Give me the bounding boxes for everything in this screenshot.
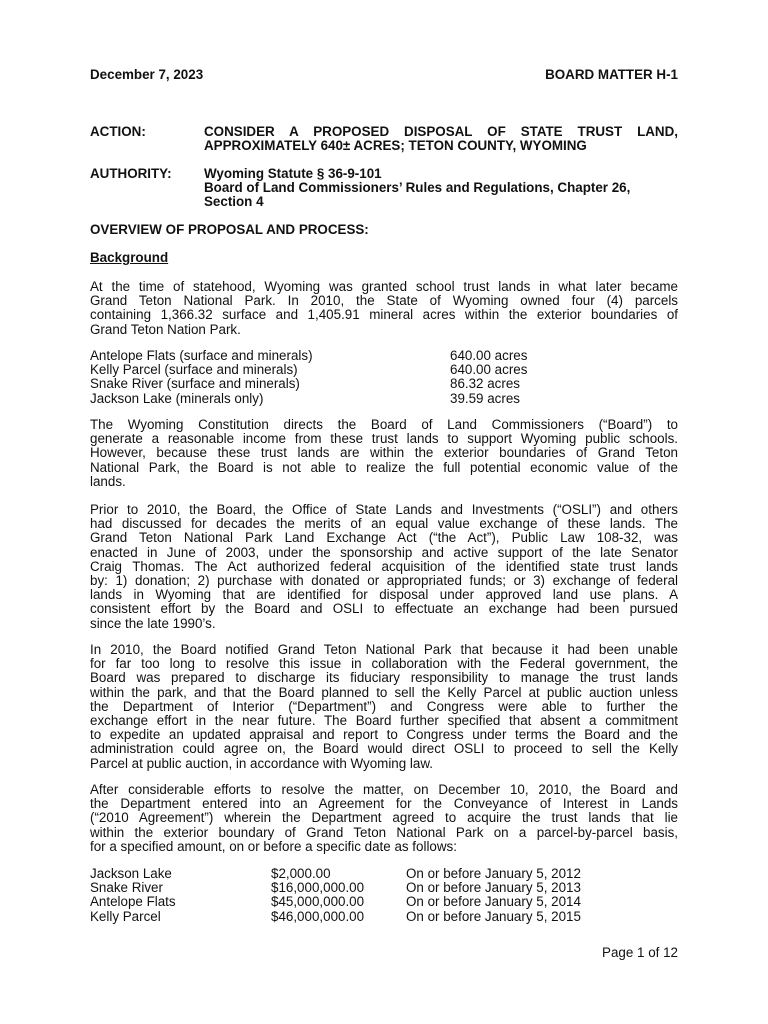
text-line: the Department entered into an Agreement for the Conveyance of Interest in Lands	[90, 796, 678, 812]
list-item	[90, 363, 678, 377]
schedule-table	[90, 867, 678, 924]
parcel-acres: 86.32 acres	[450, 376, 520, 392]
text-line: lands in Wyoming that are identified for disposal under approved land use plans. A	[90, 587, 678, 603]
authority-line-1: Wyoming Statute § 36-9-101	[204, 166, 382, 181]
parcel-acres: 39.59 acres	[450, 390, 520, 406]
schedule-parcel: Jackson Lake	[90, 866, 172, 881]
page-number: Page 1 of 12	[602, 945, 678, 960]
schedule-date: On or before January 5, 2014	[406, 894, 581, 910]
paragraph-agreement	[90, 783, 678, 854]
text-line: However, because these trust lands are within the exterior boundaries of Grand Teton	[90, 445, 678, 461]
schedule-date: On or before January 5, 2012	[406, 866, 581, 881]
parcel-name: Antelope Flats (surface and minerals)	[90, 348, 313, 363]
table-row	[90, 881, 678, 895]
text-line: exchange effort in the near future. The Board further specified that absent a commitment	[90, 713, 678, 729]
schedule-parcel: Snake River	[90, 880, 163, 896]
paragraph-constitution	[90, 418, 678, 489]
list-item	[90, 392, 678, 406]
text-line: Parcel at public auction, in accordance with Wyoming law.	[90, 755, 433, 771]
schedule-amount: $2,000.00	[271, 866, 331, 881]
overview-heading: OVERVIEW OF PROPOSAL AND PROCESS:	[90, 222, 369, 237]
parcel-name: Kelly Parcel (surface and minerals)	[90, 362, 298, 378]
text-line: Craig Thomas. The Act authorized federal acquisition of the identified state trust lands	[90, 558, 678, 574]
authority-line-2: Board of Land Commissioners’ Rules and Regulations, Chapter 26,	[204, 180, 631, 196]
text-line: enacted in June of 2003, under the sponsorship and active support of the late Senator	[90, 544, 678, 560]
paragraph-prior-2010	[90, 503, 678, 631]
text-line: since the late 1990’s.	[90, 615, 216, 631]
text-line: In 2010, the Board notified Grand Teton National Park that because it had been unable	[90, 642, 678, 657]
text-line: Prior to 2010, the Board, the Office of State Lands and Investments (“OSLI”) and others	[90, 502, 678, 517]
header	[90, 68, 678, 82]
text-line: consistent effort by the Board and OSLI to effectuate an exchange had been pursued	[90, 601, 678, 617]
parcel-acres: 640.00 acres	[450, 362, 528, 378]
text-line: the Department of Interior (“Department”) and Congress were able to further the	[90, 698, 678, 714]
text-line: (“2010 Agreement”) wherein the Department agreed to acquire the trust lands that lie	[90, 810, 678, 826]
text-line: to expedite an updated appraisal and report to Congress under terms the Board and the	[90, 727, 678, 743]
text-line: Grand Teton National Park Land Exchange Act (“the Act”), Public Law 108-32, was	[90, 530, 678, 546]
schedule-amount: $45,000,000.00	[271, 894, 365, 910]
table-row	[90, 867, 678, 881]
parcel-acres: 640.00 acres	[450, 348, 528, 363]
authority-line-3: Section 4	[204, 194, 264, 210]
schedule-parcel: Antelope Flats	[90, 894, 176, 910]
text-line: within the park, and that the Board planned to sell the Kelly Parcel at public auction unless	[90, 684, 678, 700]
schedule-parcel: Kelly Parcel	[90, 908, 161, 924]
text-line: The Wyoming Constitution directs the Board of Land Commissioners (“Board”) to	[90, 417, 678, 432]
text-line: lands.	[90, 473, 126, 489]
paragraph-statehood	[90, 280, 678, 337]
parcel-name: Jackson Lake (minerals only)	[90, 390, 264, 406]
text-line: by: 1) donation; 2) purchase with donated or appropriated funds; or 3) exchange of federal	[90, 573, 678, 589]
text-line: Grand Teton National Park. In 2010, the State of Wyoming owned four (4) parcels	[90, 293, 678, 309]
paragraph-2010-notice	[90, 643, 678, 771]
text-line: containing 1,366.32 surface and 1,405.91 mineral acres within the exterior boundaries of	[90, 307, 678, 323]
text-line: generate a reasonable income from these trust lands to support Wyoming public schools.	[90, 431, 678, 447]
document-page	[90, 0, 678, 1024]
schedule-date: On or before January 5, 2015	[406, 908, 581, 924]
document-date: December 7, 2023	[90, 67, 204, 82]
list-item	[90, 377, 678, 391]
text-line: National Park, the Board is not able to realize the full potential economic value of the	[90, 459, 678, 475]
text-line: had discussed for decades the merits of an equal value exchange of these lands. The	[90, 516, 678, 532]
authority-label: AUTHORITY:	[90, 166, 172, 181]
schedule-amount: $46,000,000.00	[271, 908, 365, 924]
table-row	[90, 895, 678, 909]
schedule-date: On or before January 5, 2013	[406, 880, 581, 896]
action-label: ACTION:	[90, 124, 146, 139]
schedule-amount: $16,000,000.00	[271, 880, 365, 896]
text-line: Grand Teton Nation Park.	[90, 321, 241, 337]
text-line: for far too long to resolve this issue in collaboration with the Federal government, the	[90, 656, 678, 672]
parcel-name: Snake River (surface and minerals)	[90, 376, 300, 392]
text-line: administration could agree on, the Board would direct OSLI to proceed to sell the Kelly	[90, 741, 678, 757]
parcel-list	[90, 349, 678, 406]
table-row	[90, 910, 678, 924]
board-matter-id: BOARD MATTER H-1	[545, 67, 678, 82]
text-line: for a specified amount, on or before a specific date as follows:	[90, 838, 457, 854]
background-heading: Background	[90, 250, 169, 265]
text-line: After considerable efforts to resolve the matter, on December 10, 2010, the Board and	[90, 782, 678, 797]
action-line-2: APPROXIMATELY 640± ACRES; TETON COUNTY, WYOMING	[204, 138, 587, 154]
text-line: Board was prepared to discharge its fiduciary responsibility to manage the trust lands	[90, 670, 678, 686]
action-line-1: CONSIDER A PROPOSED DISPOSAL OF STATE TRUST LAND,	[204, 124, 678, 139]
list-item	[90, 349, 678, 363]
text-line: within the exterior boundary of Grand Teton National Park on a parcel-by-parcel basis,	[90, 824, 678, 840]
text-line: At the time of statehood, Wyoming was granted school trust lands in what later became	[90, 279, 678, 294]
